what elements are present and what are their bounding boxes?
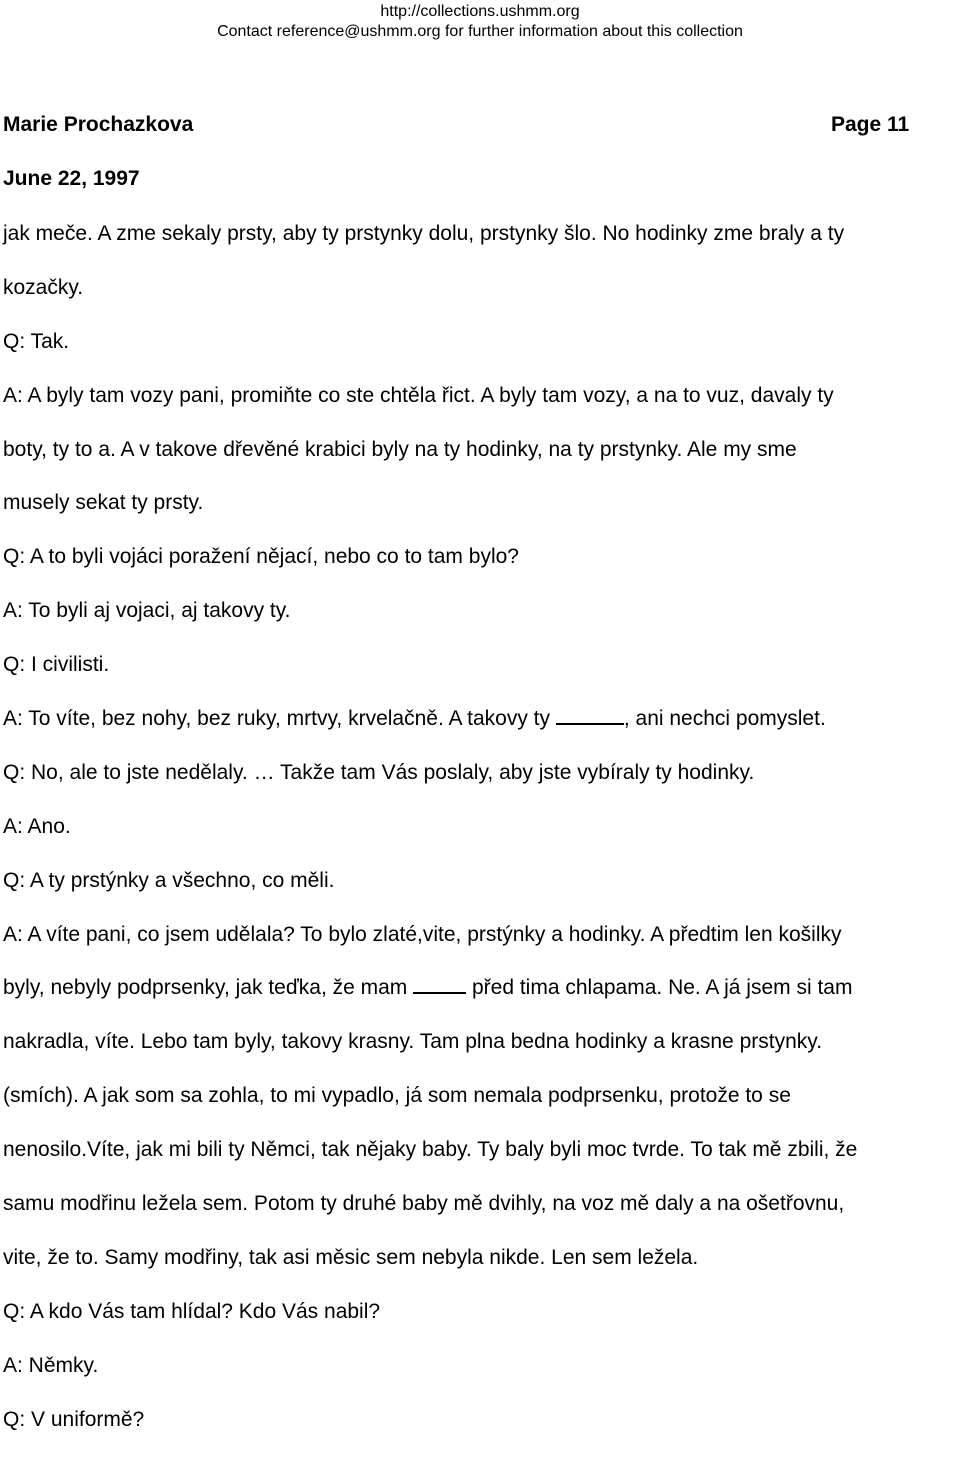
transcript-line: Q: V uniformě? bbox=[3, 1407, 145, 1431]
transcript-line: Q: I civilisti. bbox=[3, 653, 110, 677]
transcript-line: jak meče. A zme sekaly prsty, aby ty prstynky dolu, prstynky šlo. No hodinky zme braly a ty bbox=[3, 222, 845, 245]
transcript-line: Q: No, ale to jste nedělaly. … Takže tam Vás poslaly, aby jste vybíraly ty hodinky. bbox=[3, 760, 755, 784]
line-text: byly, nebyly podprsenky, jak teďka, že mam bbox=[3, 976, 414, 1000]
blank-underline bbox=[556, 705, 624, 725]
transcript-line: boty, ty to a. A v takove dřevěné krabici byly na ty hodinky, na ty prstynky. Ale my sme bbox=[3, 437, 797, 461]
transcript-line: A: A víte pani, co jsem udělala? To bylo zlaté,vite, prstýnky a hodinky. A předtim len košilky bbox=[3, 922, 842, 946]
transcript-line: Q: Tak. bbox=[3, 329, 70, 353]
line-text: před tima chlapama. Ne. A já jsem si tam bbox=[466, 976, 853, 1000]
transcript-line: A: To byli aj vojaci, aj takovy ty. bbox=[3, 599, 291, 623]
line-text: A: To víte, bez nohy, bez ruky, mrtvy, krvelačně. A takovy ty bbox=[3, 707, 556, 731]
transcript-line bbox=[3, 973, 960, 1027]
transcript-line: A: Němky. bbox=[3, 1353, 99, 1377]
transcript-line: musely sekat ty prsty. bbox=[3, 491, 204, 515]
contact-notice: Contact reference@ushmm.org for further information about this collection bbox=[217, 23, 743, 40]
interviewee-name: Marie Prochazkova bbox=[3, 113, 194, 136]
transcript-line: Q: A to byli vojáci poražení nějací, nebo co to tam bylo? bbox=[3, 545, 519, 569]
transcript-line: (smích). A jak som sa zohla, to mi vypadlo, já som nemala podprsenku, protože to se bbox=[3, 1084, 791, 1108]
transcript-line: Q: A ty prstýnky a všechno, co měli. bbox=[3, 868, 335, 892]
line-text: , ani nechci pomyslet. bbox=[623, 707, 826, 731]
interview-date: June 22, 1997 bbox=[3, 167, 140, 190]
collection-url[interactable]: http://collections.ushmm.org bbox=[380, 3, 580, 20]
transcript-line: vite, že to. Samy modřiny, tak asi měsic sem nebyla nikde. Len sem ležela. bbox=[3, 1245, 699, 1269]
transcript-line: Q: A kdo Vás tam hlídal? Kdo Vás nabil? bbox=[3, 1299, 381, 1323]
transcript-line: A: Ano. bbox=[3, 814, 71, 838]
blank-underline bbox=[413, 974, 466, 994]
transcript-line: samu modřinu ležela sem. Potom ty druhé baby mě dvihly, na voz mě daly a na ošetřovnu, bbox=[3, 1192, 845, 1216]
transcript-body bbox=[3, 219, 960, 1458]
transcript-line: A: A byly tam vozy pani, promiňte co ste chtěla řict. A byly tam vozy, a na to vuz, davaly ty bbox=[3, 383, 834, 407]
transcript-line: nenosilo.Víte, jak mi bili ty Němci, tak nějaky baby. Ty baly byli moc tvrde. To tak mě zbili, že bbox=[3, 1138, 858, 1162]
transcript-line: nakradla, víte. Lebo tam byly, takovy krasny. Tam plna bedna hodinky a krasne prstynky. bbox=[3, 1030, 823, 1054]
transcript-line: kozačky. bbox=[3, 275, 84, 299]
page-number: Page 11 bbox=[831, 113, 910, 136]
transcript-line bbox=[3, 704, 960, 758]
